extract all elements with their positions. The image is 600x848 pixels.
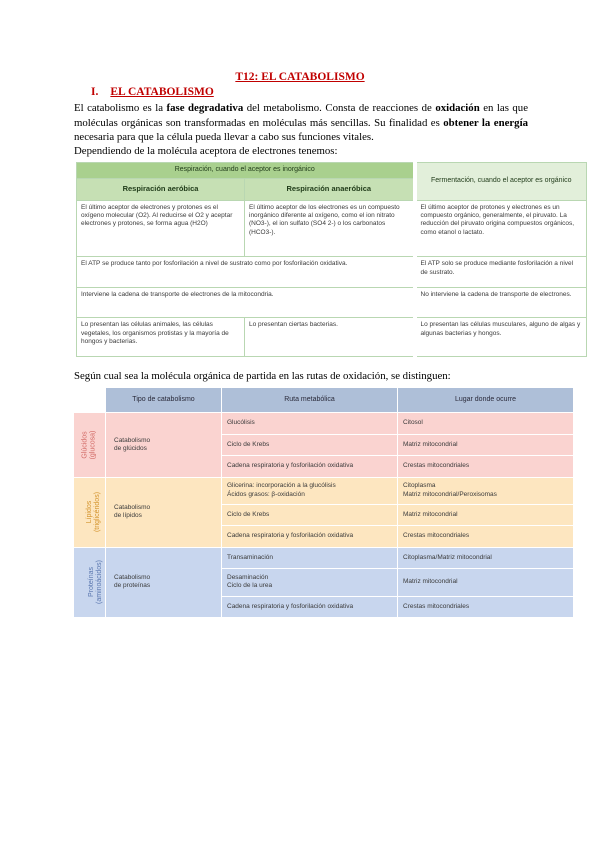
fermentation-atp-cell: El ATP solo se produce mediante fosforilación a nivel de sustrato. (415, 257, 587, 287)
respiration-table (76, 162, 587, 357)
group-type-lipids: Catabolismo de lípidos (106, 477, 222, 547)
group-side-label: Lípidos (triglicéridos) (86, 491, 102, 532)
header-aerobic: Respiración aeróbica (77, 179, 245, 200)
route-cell: Glucólisis (222, 413, 398, 434)
header-route: Ruta metabólica (222, 388, 398, 413)
aerobic-organisms-cell: Lo presentan las células animales, las células vegetales, los organismos protistas y la mayoría de hongos y bacterias. (77, 318, 245, 357)
acceptor-intro: Dependiendo de la molécula aceptora de electrones tenemos: (74, 145, 338, 157)
route-cell: Cadena respiratoria y fosforilación oxidativa (222, 456, 398, 477)
place-cell: Matriz mitocondrial (398, 569, 574, 596)
group-side-label: Glúcidos (glucosa) (81, 430, 97, 460)
place-cell: Matriz mitocondrial (398, 504, 574, 525)
group-side-glucids (74, 413, 106, 477)
intro-text-4: necesaria para que la célula pueda llevar a cabo sus funciones vitales. (74, 131, 374, 143)
section-label: EL CATABOLISMO (110, 86, 214, 98)
route-cell: Transaminación (222, 547, 398, 568)
place-cell: Crestas mitocondriales (398, 526, 574, 547)
place-cell: Crestas mitocondriales (398, 456, 574, 477)
route-cell: Glicerina: incorporación a la glucólisis Ácidos grasos: β-oxidación (222, 477, 398, 504)
routes-intro: Según cual sea la molécula orgánica de partida en las rutas de oxidación, se distinguen: (74, 370, 451, 382)
fermentation-organisms-cell: Lo presentan las células musculares, alguno de algas y algunas bacterias y hongos. (415, 318, 587, 357)
route-cell: Ciclo de Krebs (222, 434, 398, 455)
header-place: Lugar donde ocurre (398, 388, 574, 413)
respiration-atp-cell: El ATP se produce tanto por fosforilación a nivel de sustrato como por fosforilación oxidativa. (77, 257, 415, 287)
intro-bold-1: fase degradativa (166, 102, 244, 114)
place-cell: Citosol (398, 413, 574, 434)
place-cell: Citoplasma/Matriz mitocondrial (398, 547, 574, 568)
place-cell: Citoplasma Matriz mitocondrial/Peroxisomas (398, 477, 574, 504)
header-fermentation: Fermentación, cuando el aceptor es orgánico (415, 163, 587, 201)
route-cell: Desaminación Ciclo de la urea (222, 569, 398, 596)
place-cell: Matriz mitocondrial (398, 434, 574, 455)
catabolism-table (73, 387, 574, 618)
intro-text-2: del metabolismo. Consta de reacciones de (243, 102, 436, 114)
anaerobic-organisms-cell: Lo presentan ciertas bacterias. (245, 318, 415, 357)
section-heading (91, 86, 214, 98)
place-cell: Crestas mitocondriales (398, 596, 574, 617)
group-side-proteins (74, 547, 106, 617)
respiration-chain-cell: Interviene la cadena de transporte de electrones de la mitocondria. (77, 287, 415, 317)
intro-text-1: El catabolismo es la (74, 102, 167, 114)
anaerobic-acceptor-cell: El último aceptor de los electrones es un compuesto inorgánico diferente al oxígeno, como el ion nitrato (NO3-), el ion sulfato (SO4 2-) o los carbonatos (HCO3-). (245, 200, 415, 257)
section-number: I. (91, 86, 99, 98)
intro-bold-2: oxidación (435, 102, 480, 114)
intro-bold-3: obtener la energía (443, 116, 528, 129)
intro-paragraph (74, 101, 528, 145)
group-type-proteins: Catabolismo de proteínas (106, 547, 222, 617)
route-cell: Cadena respiratoria y fosforilación oxidativa (222, 596, 398, 617)
group-side-label: Proteínas (aminoácidos) (87, 560, 103, 605)
header-corner (74, 388, 106, 413)
group-side-lipids (74, 477, 106, 547)
fermentation-chain-cell: No interviene la cadena de transporte de electrones. (415, 287, 587, 317)
intro-text-3: en las que moléculas orgánicas son transformadas en moléculas más sencillas. Su finalidad es (74, 102, 528, 129)
aerobic-acceptor-cell: El último aceptor de electrones y protones es el oxígeno molecular (O2). Al reducirse el O2 y aceptar electrones y protones, se forma agua (H2O) (77, 200, 245, 257)
group-type-glucids: Catabolismo de glúcidos (106, 413, 222, 477)
header-type: Tipo de catabolismo (106, 388, 222, 413)
route-cell: Ciclo de Krebs (222, 504, 398, 525)
page-title: T12: EL CATABOLISMO (235, 71, 365, 83)
header-anaerobic: Respiración anaeróbica (245, 179, 415, 200)
route-cell: Cadena respiratoria y fosforilación oxidativa (222, 526, 398, 547)
fermentation-acceptor-cell: El último aceptor de protones y electrones es un compuesto orgánico, generalmente, el piruvato. La reducción del piruvato origina compuestos orgánicos, como etanol o lactato. (415, 200, 587, 257)
header-respiration: Respiración, cuando el aceptor es inorgánico (77, 163, 415, 179)
